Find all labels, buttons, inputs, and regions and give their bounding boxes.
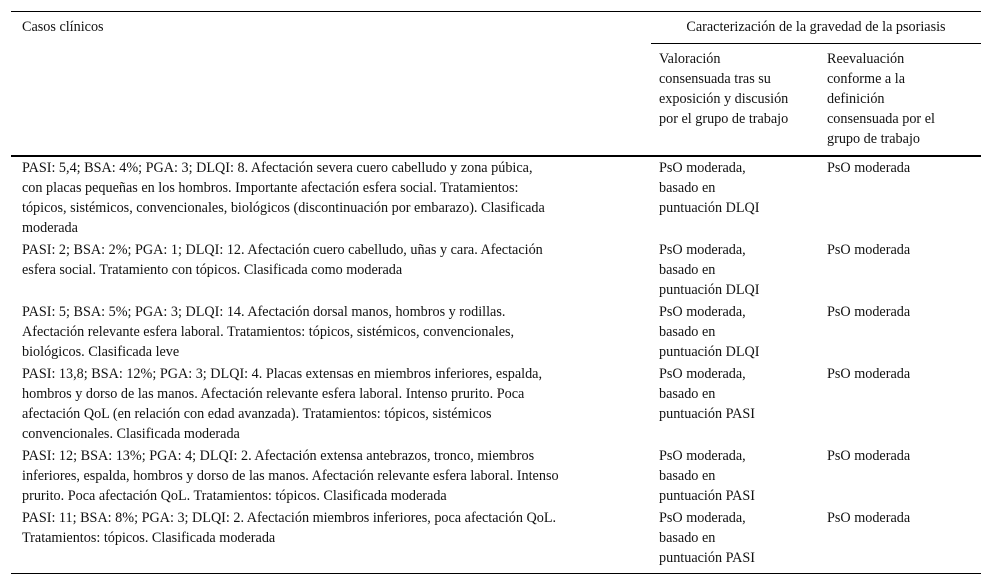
text-line: basado en — [659, 180, 716, 196]
header-bottom-rule — [11, 155, 981, 157]
text-line: PASI: 2; BSA: 2%; PGA: 1; DLQI: 12. Afectación cuero cabelludo, uñas y cara. Afectación — [22, 242, 543, 258]
case-description — [22, 158, 632, 238]
header-line: exposición y discusión — [659, 91, 789, 107]
text-line: PASI: 11; BSA: 8%; PGA: 3; DLQI: 2. Afectación miembros inferiores, poca afectación QoL. — [22, 510, 557, 526]
text-line: basado en — [659, 386, 716, 402]
reevaluacion-cell: PsO moderada — [827, 304, 911, 320]
text-line: PsO moderada, — [659, 448, 746, 464]
text-line: tópicos, sistémicos, convencionales, biológicos (discontinuación por embarazo). Clasificada — [22, 200, 545, 216]
text-line: inferiores, espalda, hombros y dorso de las manos. Afectación relevante esfera laboral. Intenso — [22, 468, 559, 484]
header-line: grupo de trabajo — [827, 131, 920, 147]
text-line: PASI: 5,4; BSA: 4%; PGA: 3; DLQI: 8. Afectación severa cuero cabelludo y zona púbica, — [22, 160, 533, 176]
text-line: hombros y dorso de las manos. Afectación relevante esfera laboral. Intenso prurito. Poca — [22, 386, 525, 402]
header-caracterizacion-gravedad: Caracterización de la gravedad de la psoriasis — [686, 19, 946, 35]
case-description — [22, 364, 632, 444]
header-valoracion-consensuada — [659, 49, 819, 129]
reevaluacion-cell: PsO moderada — [827, 510, 911, 526]
text-line: prurito. Poca afectación QoL. Tratamientos: tópicos. Clasificada moderada — [22, 488, 447, 504]
text-line: esfera social. Tratamiento con tópicos. Clasificada como moderada — [22, 262, 403, 278]
text-line: basado en — [659, 324, 716, 340]
header-reevaluacion — [827, 49, 977, 149]
header-casos-clinicos: Casos clínicos — [22, 19, 104, 35]
text-line: PsO moderada, — [659, 160, 746, 176]
valoracion-cell — [659, 158, 809, 218]
text-line: basado en — [659, 262, 716, 278]
text-line: Afectación relevante esfera laboral. Tratamientos: tópicos, sistémicos, convencionales, — [22, 324, 515, 340]
header-line: consensuada tras su — [659, 71, 771, 87]
table-top-rule — [11, 11, 981, 12]
text-line: PsO moderada, — [659, 510, 746, 526]
text-line: Tratamientos: tópicos. Clasificada moderada — [22, 530, 276, 546]
text-line: PASI: 13,8; BSA: 12%; PGA: 3; DLQI: 4. Placas extensas en miembros inferiores, espalda, — [22, 366, 543, 382]
reevaluacion-cell: PsO moderada — [827, 160, 911, 176]
case-description — [22, 508, 632, 548]
header-line: consensuada por el — [827, 111, 935, 127]
text-line: PsO moderada, — [659, 242, 746, 258]
reevaluacion-cell: PsO moderada — [827, 242, 911, 258]
valoracion-cell — [659, 240, 809, 300]
valoracion-cell — [659, 302, 809, 362]
valoracion-cell — [659, 446, 809, 506]
header-line: por el grupo de trabajo — [659, 111, 789, 127]
text-line: con placas pequeñas en los hombros. Importante afectación esfera social. Tratamientos: — [22, 180, 519, 196]
table-bottom-rule — [11, 573, 981, 574]
text-line: PsO moderada, — [659, 366, 746, 382]
text-line: moderada — [22, 220, 78, 236]
case-description — [22, 446, 632, 506]
text-line: puntuación PASI — [659, 488, 756, 504]
group-header-rule — [651, 43, 981, 44]
reevaluacion-cell: PsO moderada — [827, 366, 911, 382]
valoracion-cell — [659, 508, 809, 568]
text-line: puntuación DLQI — [659, 282, 760, 298]
header-line: conforme a la — [827, 71, 905, 87]
case-description — [22, 240, 632, 280]
header-line: definición — [827, 91, 885, 107]
valoracion-cell — [659, 364, 809, 424]
case-description — [22, 302, 632, 362]
text-line: puntuación DLQI — [659, 200, 760, 216]
text-line: afectación QoL (en relación con edad avanzada). Tratamientos: tópicos, sistémicos — [22, 406, 492, 422]
text-line: PsO moderada, — [659, 304, 746, 320]
text-line: basado en — [659, 530, 716, 546]
header-line: Reevaluación — [827, 51, 905, 67]
reevaluacion-cell: PsO moderada — [827, 448, 911, 464]
text-line: PASI: 12; BSA: 13%; PGA: 4; DLQI: 2. Afectación extensa antebrazos, tronco, miembros — [22, 448, 535, 464]
text-line: biológicos. Clasificada leve — [22, 344, 180, 360]
text-line: convencionales. Clasificada moderada — [22, 426, 240, 442]
text-line: puntuación PASI — [659, 406, 756, 422]
header-line: Valoración — [659, 51, 721, 67]
text-line: basado en — [659, 468, 716, 484]
text-line: puntuación PASI — [659, 550, 756, 566]
text-line: PASI: 5; BSA: 5%; PGA: 3; DLQI: 14. Afectación dorsal manos, hombros y rodillas. — [22, 304, 506, 320]
text-line: puntuación DLQI — [659, 344, 760, 360]
